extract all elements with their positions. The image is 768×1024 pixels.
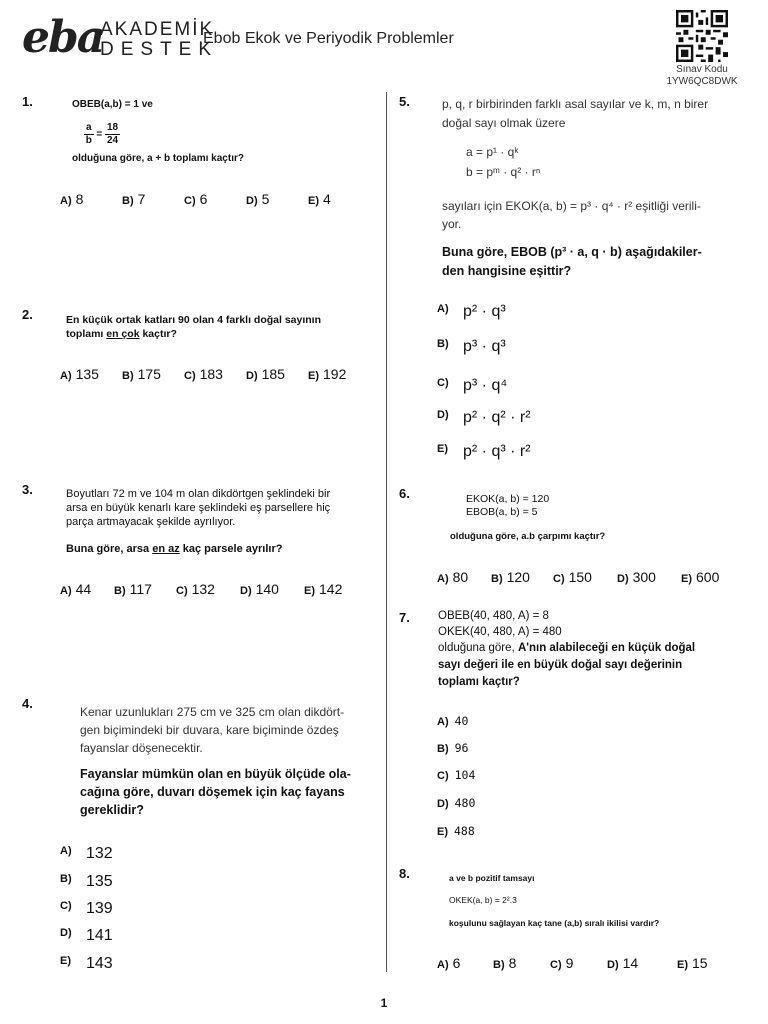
q8-option-b[interactable]: B) 8	[493, 955, 517, 971]
q8-line1: a ve b pozitif tamsayı	[449, 873, 535, 883]
q5-text-line2: doğal sayı olmak üzere	[442, 116, 566, 130]
q5-text-line5: Buna göre, EBOB (p³ · a, q · b) aşağıdakiler-	[442, 245, 702, 259]
q2-option-c[interactable]: C) 183	[184, 366, 223, 382]
q8-options	[437, 955, 739, 971]
q2-option-e[interactable]: E) 192	[308, 366, 347, 382]
q1-option-c[interactable]: C) 6	[184, 191, 208, 207]
q6-option-e[interactable]: E) 600	[681, 569, 720, 585]
q1-fraction-right: $\frac{18}{24}$	[106, 122, 119, 146]
q8-option-a[interactable]: A) 6	[437, 955, 461, 971]
q1-option-a[interactable]: A) 8	[60, 191, 84, 207]
q2-text-line1: En küçük ortak katları 90 olan 4 farklı doğal sayının	[66, 314, 322, 326]
q6-line1: EKOK(a, b) = 120	[466, 493, 550, 505]
question-number-3: 3.	[22, 482, 33, 497]
q2-option-d[interactable]: D) 185	[246, 366, 285, 382]
q5-equation-b: b = pᵐ · q² · rⁿ	[466, 165, 541, 179]
q3-text-line1: Boyutları 72 m ve 104 m olan dikdörtgen şeklindeki bir	[66, 488, 331, 500]
question-number-5: 5.	[399, 94, 410, 109]
question-number-2: 2.	[22, 307, 33, 322]
q5-option-b[interactable]: B) p³ · q³	[437, 338, 506, 355]
q4-option-b[interactable]: B) 135	[60, 873, 113, 890]
q4-text-line1: Kenar uzunlukları 275 cm ve 325 cm olan dikdört-	[80, 705, 345, 719]
q7-option-b[interactable]: B) 96	[437, 741, 469, 755]
q1-text-line1: OBEB(a,b) = 1 ve	[72, 99, 153, 110]
q8-option-e[interactable]: E) 15	[677, 955, 708, 971]
q4-text-line3: fayanslar döşenecektir.	[80, 741, 203, 755]
q3-option-c[interactable]: C) 132	[176, 581, 215, 597]
q5-option-e[interactable]: E) p² · q³ · r²	[437, 443, 531, 460]
q3-option-d[interactable]: D) 140	[240, 581, 279, 597]
question-number-7: 7.	[399, 610, 410, 625]
q4-text-line5: cağına göre, duvarı döşemek için kaç fayans	[80, 785, 345, 799]
q5-text-line1: p, q, r birbirinden farklı asal sayılar ve k, m, n birer	[442, 97, 709, 111]
q5-equation-a: a = p¹ · qᵏ	[466, 145, 519, 159]
q4-option-c[interactable]: C) 139	[60, 900, 113, 917]
q7-option-c[interactable]: C) 104	[437, 768, 476, 782]
exam-code-block	[650, 64, 754, 88]
q1-fraction: $\frac{a}{b}$ = $\frac{18}{24}$	[85, 122, 119, 146]
exam-code: 1YW6QC8DWK	[666, 76, 738, 87]
q4-text-line6: gereklidir?	[80, 803, 144, 817]
q5-text-line3: sayıları için EKOK(a, b) = p³ · q⁴ · r² eşitliği verili-	[442, 199, 701, 213]
q8-line2: OKEK(a, b) = 2².3	[449, 895, 517, 905]
q3-options	[60, 581, 368, 597]
q3-question: Buna göre, arsa en az kaç parsele ayrılır?	[66, 543, 283, 555]
q5-text-line6: den hangisine eşittir?	[442, 264, 572, 278]
q7-line4: sayı değeri ile en büyük doğal sayı değerinin	[438, 659, 683, 671]
q5-option-a[interactable]: A) p² · q³	[437, 303, 506, 320]
q7-option-a[interactable]: A) 40	[437, 714, 469, 728]
q4-option-d[interactable]: D) 141	[60, 927, 113, 944]
q7-line1: OBEB(40, 480, A) = 8	[438, 610, 549, 622]
q6-options	[437, 569, 745, 585]
question-number-1: 1.	[22, 94, 33, 109]
q8-option-c[interactable]: C) 9	[550, 955, 574, 971]
q2-option-b[interactable]: B) 175	[122, 366, 161, 382]
exam-code-label: Sınav Kodu	[676, 64, 728, 75]
q6-option-d[interactable]: D) 300	[617, 569, 656, 585]
q1-option-b[interactable]: B) 7	[122, 191, 146, 207]
question-number-6: 6.	[399, 486, 410, 501]
q5-text-line4: yor.	[442, 217, 462, 231]
eba-logo: eba	[22, 12, 104, 63]
q3-option-b[interactable]: B) 117	[114, 581, 152, 597]
document-title: Ebob Ekok ve Periyodik Problemler	[203, 30, 454, 47]
q4-text-line4: Fayanslar mümkün olan en büyük ölçüde ola-	[80, 767, 351, 781]
column-divider	[386, 92, 387, 972]
q6-line2: EBOB(a, b) = 5	[466, 506, 538, 518]
q1-options	[60, 191, 370, 207]
q7-line3: olduğuna göre, A'nın alabileceği en küçük doğal	[438, 642, 696, 654]
qr-code-icon	[676, 10, 728, 62]
q1-option-d[interactable]: D) 5	[246, 191, 270, 207]
q7-line5: toplamı kaçtır?	[438, 676, 520, 688]
question-number-4: 4.	[22, 696, 33, 711]
q3-text-line2: arsa en büyük kenarlı kare şeklindeki eş parsellere hiç	[66, 502, 331, 514]
q7-line2: OKEK(40, 480, A) = 480	[438, 626, 562, 638]
q4-option-a[interactable]: A) 132	[60, 845, 113, 862]
page-number: 1	[380, 996, 388, 1010]
q1-fraction-left: $\frac{a}{b}$	[85, 122, 92, 146]
q6-line3: olduğuna göre, a.b çarpımı kaçtır?	[450, 531, 606, 542]
q8-line3: koşulunu sağlayan kaç tane (a,b) sıralı ikilisi vardır?	[449, 918, 660, 928]
q4-option-e[interactable]: E) 143	[60, 955, 113, 972]
q2-option-a[interactable]: A) 135	[60, 366, 99, 382]
q3-option-e[interactable]: E) 142	[304, 581, 343, 597]
q6-option-b[interactable]: B) 120	[491, 569, 530, 585]
q4-text-line2: gen biçimindeki bir duvara, kare biçiminde özdeş	[80, 723, 339, 737]
q2-options	[60, 366, 370, 382]
q1-option-e[interactable]: E) 4	[308, 191, 331, 207]
q5-option-d[interactable]: D) p² · q² · r²	[437, 409, 531, 426]
q3-text-line3: parça artmayacak şekilde ayrılıyor.	[66, 516, 236, 528]
logo-line-akademik: AKADEMİK	[100, 19, 215, 40]
q6-option-a[interactable]: A) 80	[437, 569, 469, 585]
q8-option-d[interactable]: D) 14	[607, 955, 639, 971]
q1-text-line3: olduğuna göre, a + b toplamı kaçtır?	[72, 153, 244, 164]
q7-option-e[interactable]: E) 488	[437, 824, 475, 838]
q3-option-a[interactable]: A) 44	[60, 581, 92, 597]
q6-option-c[interactable]: C) 150	[553, 569, 592, 585]
question-number-8: 8.	[399, 866, 410, 881]
q2-text-line2: toplamı en çok kaçtır?	[66, 328, 177, 340]
q7-option-d[interactable]: D) 480	[437, 796, 476, 810]
logo-line-destek: DESTEK	[100, 39, 219, 60]
q5-option-c[interactable]: C) p³ · q⁴	[437, 377, 508, 394]
